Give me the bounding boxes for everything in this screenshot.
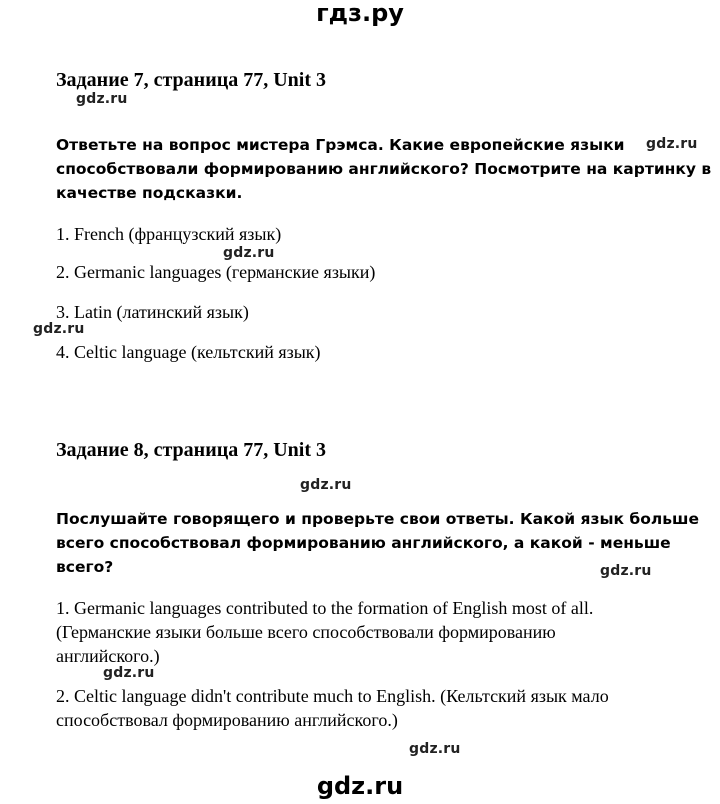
watermark: gdz.ru [600, 563, 652, 579]
question-line: всего? [56, 558, 114, 576]
task-7-answer-4: 4. Celtic language (кельтский язык) [56, 342, 321, 362]
site-footer: gdz.ru [316, 772, 404, 800]
task-8-answer-1 [56, 596, 593, 668]
task-7-question [56, 133, 712, 205]
watermark: gdz.ru [646, 136, 698, 152]
question-line: качестве подсказки. [56, 184, 243, 202]
task-7-answer-1: 1. French (французский язык) [56, 224, 282, 244]
task-7-answer-2: 2. Germanic languages (германские языки) [56, 262, 376, 282]
answer-line: (Германские языки больше всего способствовали формированию [56, 622, 556, 642]
question-line: всего способствовал формированию английского, а какой - меньше [56, 534, 671, 552]
watermark: gdz.ru [409, 741, 461, 757]
question-line: Послушайте говорящего и проверьте свои ответы. Какой язык больше [56, 510, 699, 528]
answer-line: способствовал формированию английского.) [56, 710, 398, 730]
watermark: gdz.ru [103, 665, 155, 681]
answer-line: 2. Celtic language didn't contribute much to English. (Кельтский язык мало [56, 686, 609, 706]
task-7-title: Задание 7, страница 77, Unit 3 [56, 69, 327, 91]
question-line: способствовали формированию английского? Посмотрите на картинку в [56, 160, 712, 178]
answer-line: английского.) [56, 646, 160, 666]
task-8-answer-2 [56, 684, 609, 732]
watermark: gdz.ru [33, 321, 85, 337]
answer-line: 1. Germanic languages contributed to the formation of English most of all. [56, 598, 594, 618]
watermark: gdz.ru [300, 477, 352, 493]
site-header: гдз.ру [316, 0, 404, 27]
question-line: Ответьте на вопрос мистера Грэмса. Какие европейские языки [56, 136, 625, 154]
task-8-title: Задание 8, страница 77, Unit 3 [56, 439, 327, 461]
watermark: gdz.ru [223, 245, 275, 261]
watermark: gdz.ru [76, 91, 128, 107]
task-7-answer-3: 3. Latin (латинский язык) [56, 302, 249, 322]
